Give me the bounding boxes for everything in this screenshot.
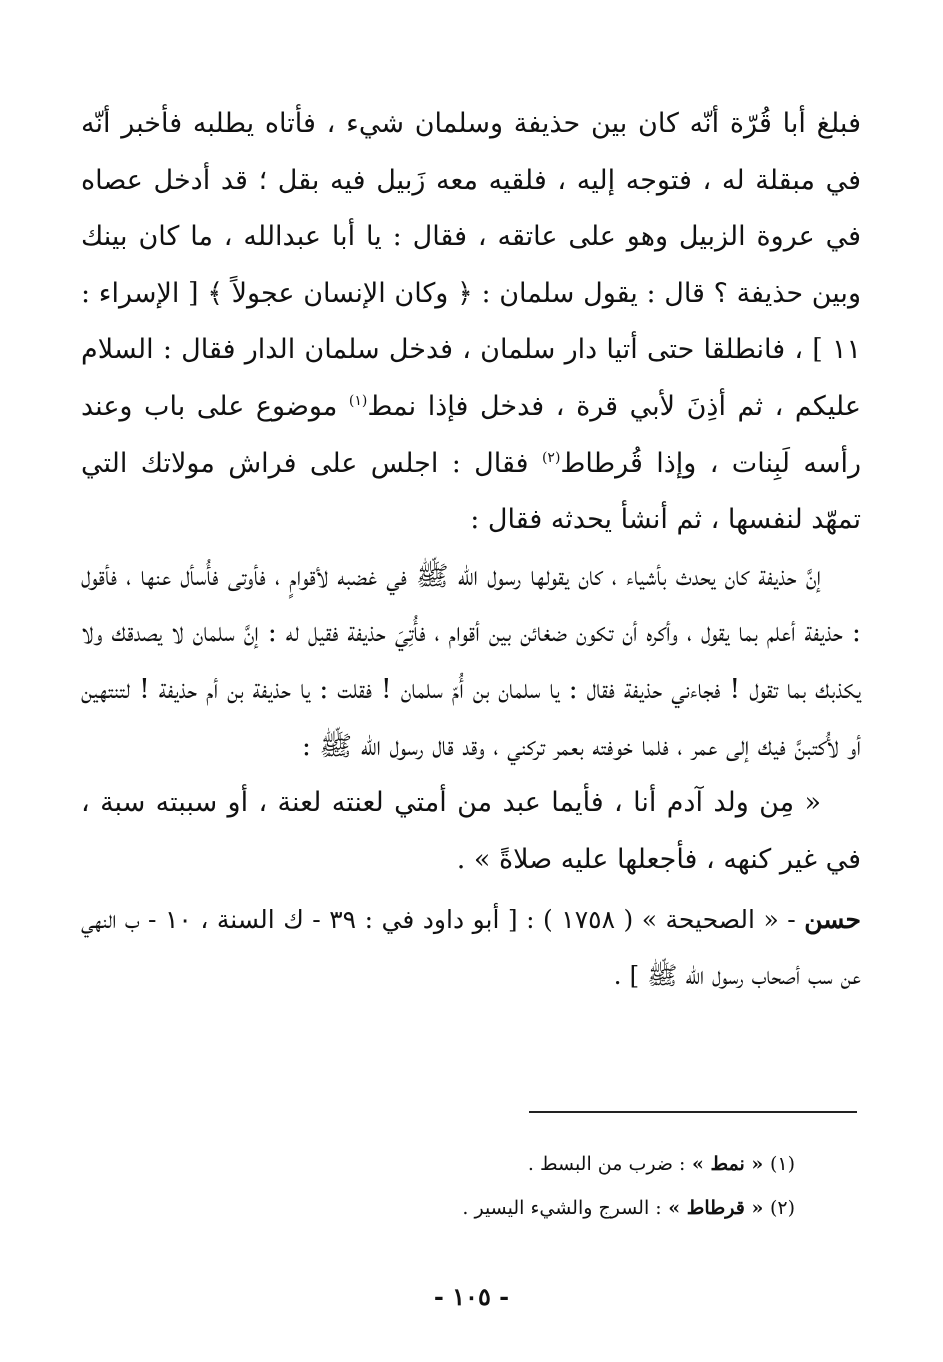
footnote-2-term: « قرطاط » bbox=[661, 1197, 770, 1219]
paragraph-1 bbox=[81, 96, 861, 549]
footnote-1-number: (١) bbox=[769, 1153, 795, 1175]
footnote-2 bbox=[295, 1186, 795, 1230]
paragraph-1-part-2: موضوع على باب وعند رأسه لَبِنات ، وإذا قُرطاط bbox=[81, 390, 861, 479]
paragraph-2: إنَّ حذيفة كان يحدث بأشياء ، كان يقولها رسول الله ﷺ في غضبه لأقوامٍ ، فأوتى فأُسأل عنها ، فأقول : حذيفة أعلم بما يقول ، وأكره أن تكون ضغائن بين أقوام ، فأُتِيَ حذيفة فقيل له : إنَّ سلمان لا يصدقك ولا يكذبك بما تقول ! فجاءني حذيفة فقال : يا سلمان بن أُمّ سلمان ! فقلت : يا حذيفة بن أم حذيفة ! لتنتهين أو لأُكتبنَّ فيك إلى عمر ، فلما خوفته بعمر تركني ، وقد قال رسول الله ﷺ : bbox=[81, 560, 861, 762]
footnotes bbox=[295, 1142, 795, 1230]
footnote-ref-1: (١) bbox=[348, 392, 368, 409]
footnote-1-text: : ضرب من البسط . bbox=[527, 1153, 686, 1175]
grading-label: حسن bbox=[804, 905, 861, 935]
paragraph-1-part-1: فبلغ أبا قُرّة أنّه كان بين حذيفة وسلمان شيء ، فأتاه يطلبه فأخبر أنّه في مبقلة له ، فتوجه إليه ، فلقيه معه زَبيل فيه بقل ؛ قد أدخل عصاه في عروة الزبيل وهو على عاتقه ، فقال : يا أبا عبدالله ، ما كان بينك وبين حذيفة ؟ قال : يقول سلمان : ﴿ وكان الإنسان عجولاً ﴾ [ الإسراء : ١١ ] ، فانطلقا حتى أتيا دار سلمان ، فدخل سلمان الدار فقال : السلام عليكم ، ثم أذِنَ لأبي قرة ، فدخل فإذا نمط bbox=[81, 108, 861, 422]
hadith-quote: « مِن ولد آدم أنا ، فأيما عبد من أمتي لعنته لعنة ، أو سببته سبة ، في غير كنهه ، فأجعلها عليه صلاةً » . bbox=[81, 787, 861, 875]
grading-text: - « الصحيحة » ( ١٧٥٨ ) : [ أبو داود في : ٣٩ - ك السنة ، ١٠ - ب النهي عن سب أصحاب رسول الله ﷺ ] . bbox=[81, 905, 861, 991]
footnote-ref-2: (٢) bbox=[541, 449, 561, 466]
footnote-2-number: (٢) bbox=[769, 1197, 795, 1219]
hadith-grading bbox=[81, 892, 861, 1004]
footnote-divider bbox=[529, 1111, 857, 1113]
page-number: - ١٠٥ - bbox=[433, 1282, 510, 1311]
paragraph-1-part-3: فقال : اجلس على فراش مولاتك التي تمهّد لنفسها ، ثم أنشأ يحدثه فقال : bbox=[81, 447, 861, 536]
main-text bbox=[81, 96, 861, 1004]
footnote-1 bbox=[295, 1142, 795, 1186]
footnote-1-term: « نمط » bbox=[685, 1153, 770, 1175]
footnote-2-text: : السرج والشيء اليسير . bbox=[462, 1197, 662, 1219]
